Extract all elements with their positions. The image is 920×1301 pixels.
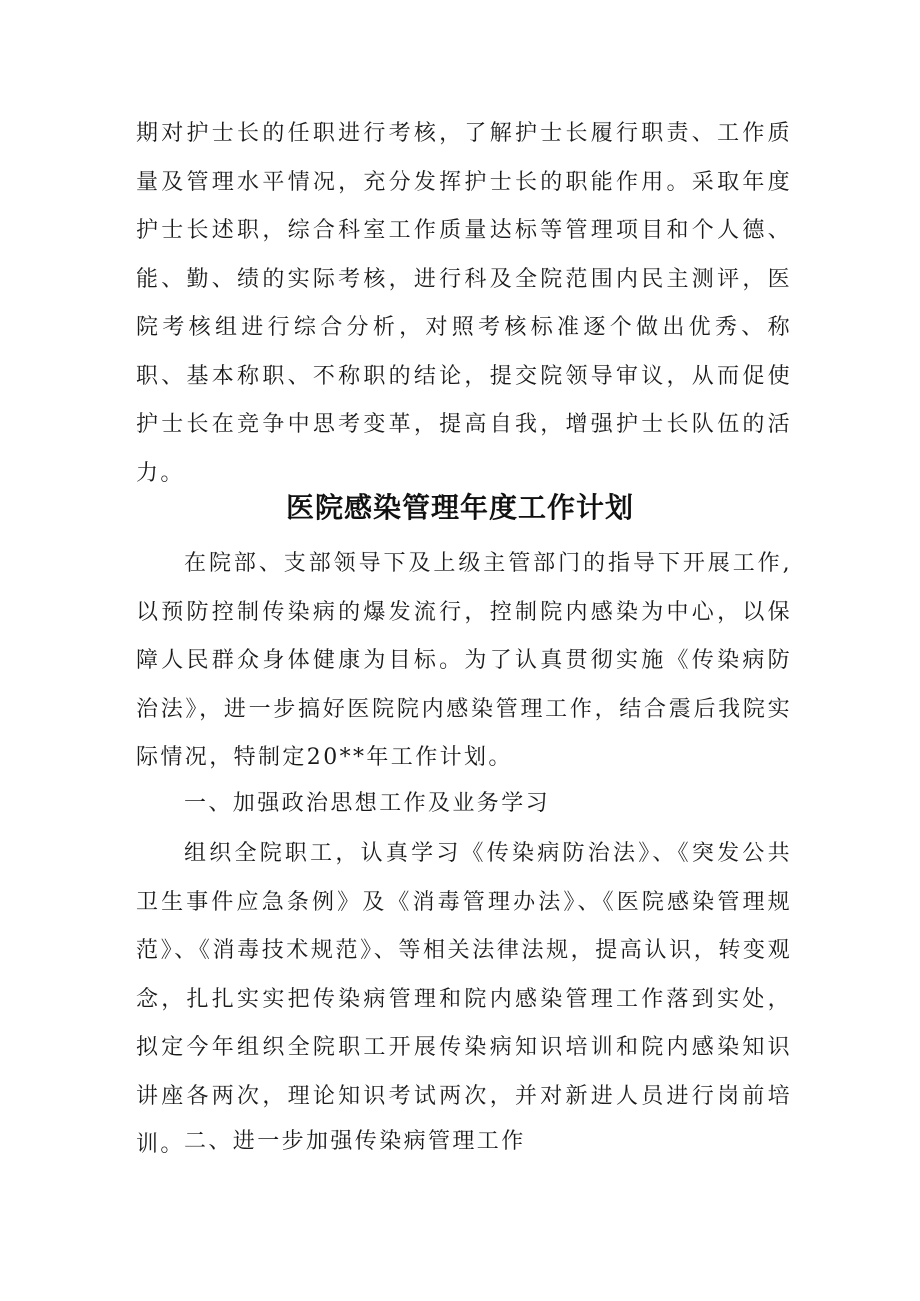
intro-paragraph: 在院部、支部领导下及上级主管部门的指导下开展工作,以预防控制传染病的爆发流行，控制院内感染为中心，以保障人民群众身体健康为目标。为了认真贯彻实施《传染病防治法》，进一步搞好医院院内感染管理工作，结合震后我院实际情况，特制定20**年工作计划。 bbox=[136, 551, 792, 770]
section-1-paragraph: 组织全院职工，认真学习《传染病防治法》、《突发公共卫生事件应急条例》及《消毒管理办法》、《医院感染管理规范》、《消毒技术规范》、等相关法律法规，提高认识，转变观念，扎扎实实把传染病管理和院内感染管理工作落到实处，拟定今年组织全院职工开展传染病知识培训和院内感染知识讲座各两次，理论知识考试两次，并对新进人员进行岗前培训。 bbox=[136, 841, 792, 1157]
continued-paragraph: 期对护士长的任职进行考核，了解护士长履行职责、工作质量及管理水平情况，充分发挥护士长的职能作用。采取年度护士长述职，综合科室工作质量达标等管理项目和个人德、能、勤、绩的实际考核，进行科及全院范围内民主测评，医院考核组进行综合分析，对照考核标准逐个做出优秀、称职、基本称职、不称职的结论，提交院领导审议，从而促使护士长在竞争中思考变革，提高自我，增强护士长队伍的活力。 bbox=[136, 121, 792, 486]
document-title: 医院感染管理年度工作计划 bbox=[285, 491, 634, 524]
section-1-heading: 一、加强政治思想工作及业务学习 bbox=[184, 791, 551, 816]
section-2-heading: 二、进一步加强传染病管理工作 bbox=[184, 1129, 526, 1154]
